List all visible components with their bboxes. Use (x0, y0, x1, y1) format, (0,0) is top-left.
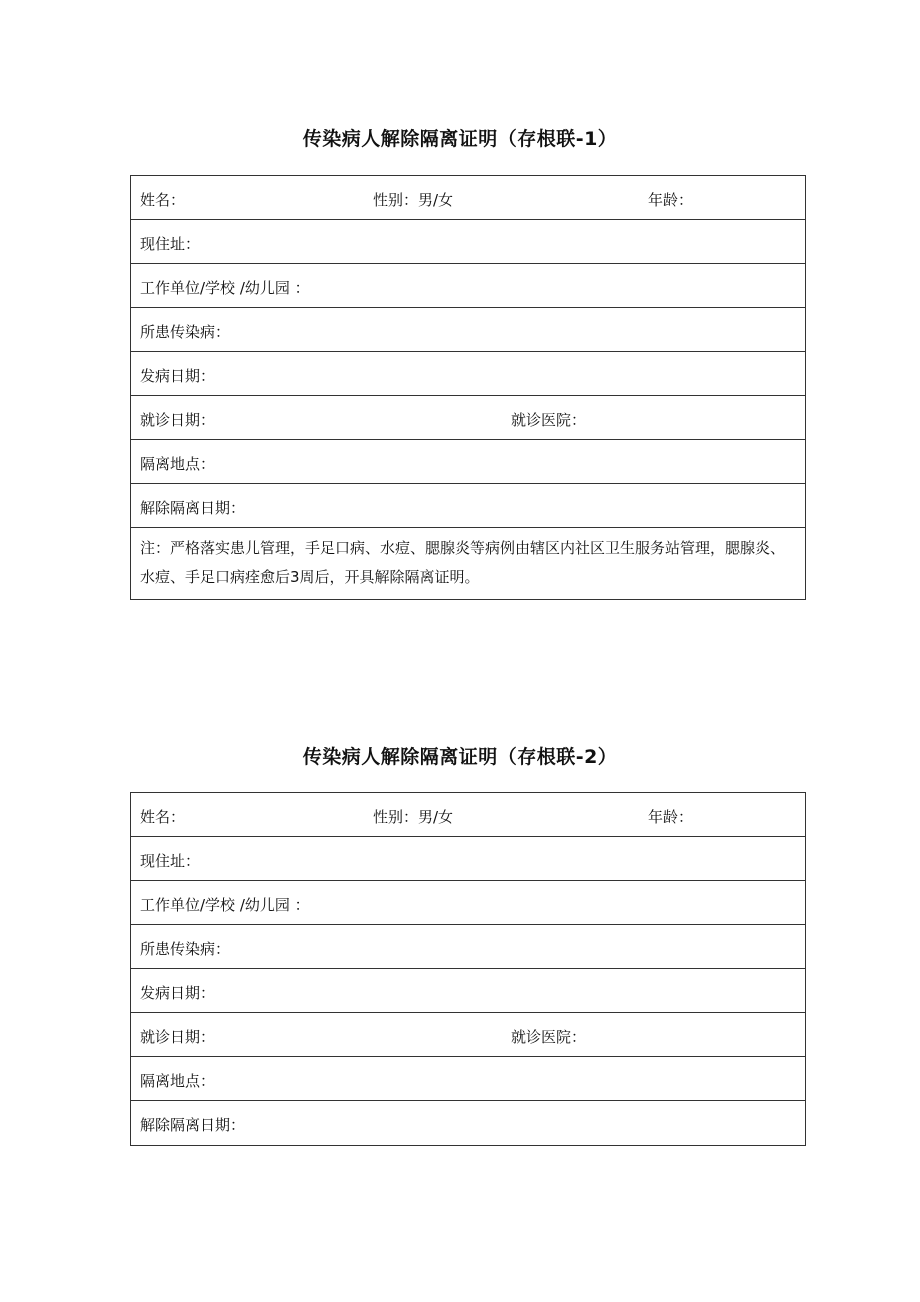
form-1-title: 传染病人解除隔离证明（存根联-1） (302, 128, 618, 150)
form-2-table (130, 792, 806, 1146)
row-work-unit (131, 264, 805, 308)
address-label: 现住址： (140, 235, 201, 253)
address-label: 现住址： (140, 852, 201, 870)
row-basic-info (131, 793, 805, 837)
isolation-place-label: 隔离地点： (140, 455, 216, 473)
disease-label: 所患传染病： (140, 940, 231, 958)
row-disease (131, 925, 805, 969)
row-address (131, 837, 805, 881)
row-basic-info (131, 176, 805, 220)
name-label: 姓名： (140, 808, 186, 826)
visit-date-label: 就诊日期： (140, 1028, 216, 1046)
age-label: 年龄： (648, 808, 694, 826)
row-onset-date (131, 969, 805, 1013)
onset-date-label: 发病日期： (140, 984, 216, 1002)
visit-date-label: 就诊日期： (140, 411, 216, 429)
age-label: 年龄： (648, 191, 694, 209)
form-2-title: 传染病人解除隔离证明（存根联-2） (302, 746, 618, 768)
visit-hospital-label: 就诊医院： (511, 1028, 587, 1046)
release-date-label: 解除隔离日期： (140, 499, 246, 517)
row-release-date (131, 484, 805, 528)
row-disease (131, 308, 805, 352)
gender-label: 性别：男/女 (373, 191, 454, 209)
visit-hospital-label: 就诊医院： (511, 411, 587, 429)
row-isolation-place (131, 1057, 805, 1101)
name-label: 姓名： (140, 191, 186, 209)
isolation-place-label: 隔离地点： (140, 1072, 216, 1090)
row-isolation-place (131, 440, 805, 484)
work-unit-label: 工作单位/学校 /幼儿园 ： (140, 896, 310, 914)
onset-date-label: 发病日期： (140, 367, 216, 385)
row-work-unit (131, 881, 805, 925)
release-date-label: 解除隔离日期： (140, 1116, 246, 1134)
work-unit-label: 工作单位/学校 /幼儿园 ： (140, 279, 310, 297)
note-text: 注：严格落实患儿管理，手足口病、水痘、腮腺炎等病例由辖区内社区卫生服务站管理，腮腺炎、水痘、手足口病痊愈后3周后，开具解除隔离证明。 (140, 539, 786, 586)
row-address (131, 220, 805, 264)
row-visit (131, 396, 805, 440)
row-release-date (131, 1101, 805, 1145)
row-onset-date (131, 352, 805, 396)
row-visit (131, 1013, 805, 1057)
form-1-table (130, 175, 806, 600)
row-note (131, 528, 805, 599)
gender-label: 性别：男/女 (373, 808, 454, 826)
disease-label: 所患传染病： (140, 323, 231, 341)
